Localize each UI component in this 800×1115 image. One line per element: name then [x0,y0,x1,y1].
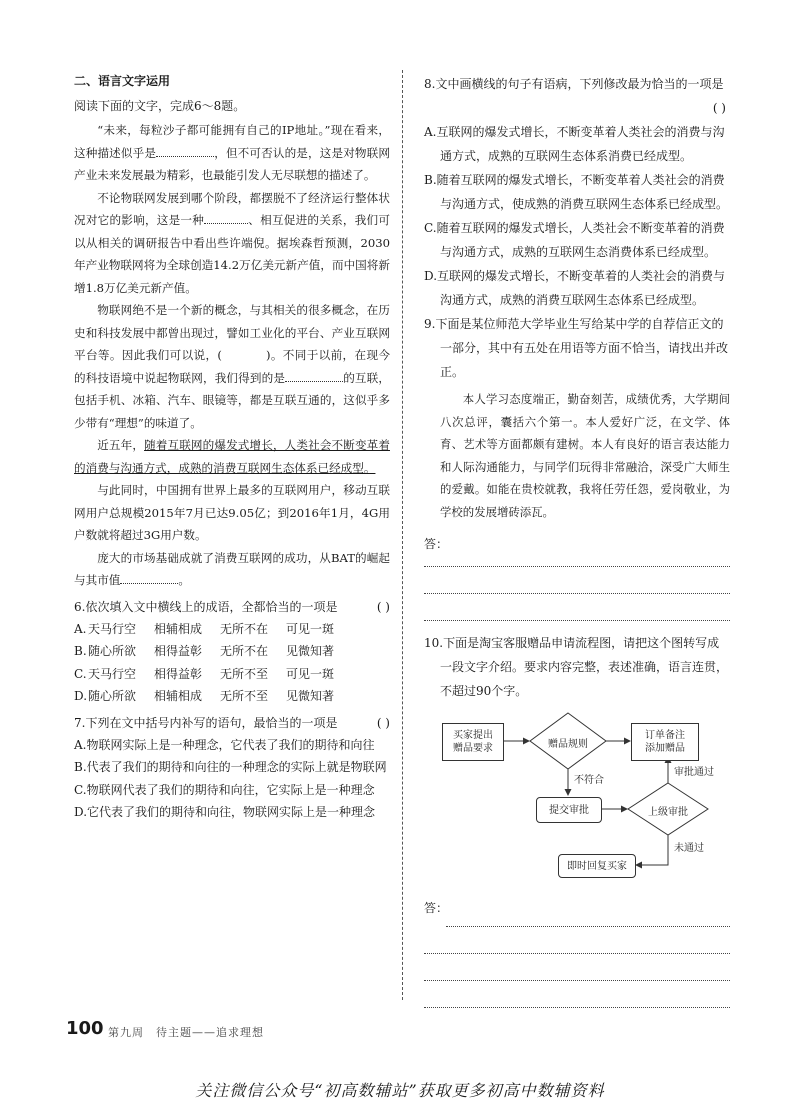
footer-note: 关注微信公众号“初高数辅站”获取更多初高中数辅资料 [195,1081,605,1100]
blank-2 [204,211,248,224]
q6-option-a[interactable]: A. 天马行空 相辅相成 无所不在 可见一斑 [74,621,335,636]
buyer-request-box: 买家提出 赠品要求 [442,723,504,761]
q7-option-c[interactable]: C.物联网代表了我们的期待和向往，它实际上是一种理念 [74,782,375,797]
blank-1 [156,144,214,157]
answer-line[interactable] [424,954,730,981]
column-divider [402,70,403,1000]
submit-approval-box: 提交审批 [536,797,602,823]
blank-3 [285,369,343,382]
q8-option-d[interactable]: D.互联网的爆发式增长，不断变革着的人类社会的消费与沟通方式，成熟的消费互联网生态体系已经成型。 [424,269,726,307]
answer-line[interactable] [424,981,730,1008]
q6-option-b[interactable]: B.随心所欲 相得益彰 无所不在 见微知著 [74,644,335,658]
question-7-stem: 7.下列在文中括号内补写的语句，最恰当的一项是 ( ) [74,715,390,730]
not-passed-label: 未通过 [674,843,704,854]
q10-answer-area[interactable] [424,916,730,1008]
question-8-stem: 8.文中画横线的句子有语病，下列修改最为恰当的一项是 [424,77,724,91]
flowchart [428,709,728,887]
answer-line[interactable] [424,594,730,621]
answer-line[interactable] [424,927,730,954]
question-8-paren: ( ) [712,101,726,115]
section-title: 二、语言文字运用 [74,74,171,88]
answer-line[interactable] [424,567,730,594]
passage-paragraph-4: 近五年，随着互联网的爆发式增长，人类社会不断变革着的消费与沟通方式，成熟的消费互联网生态体系已经成型。 [74,438,390,475]
recommendation-letter: 本人学习态度端正，勤奋刻苦，成绩优秀，大学期间八次总评，囊括六个第一。本人爱好广泛，在文学、体育、艺术等方面都颇有建树。本人有良好的语言表达能力和人际沟通能力，与同学们玩得非常融洽，深受广大师生的爱戴。如能在贵校就教，我将任劳任怨，爱岗敬业，为学校的发展增砖添瓦。 [440,392,730,519]
reply-buyer-box: 即时回复买家 [558,854,636,878]
q7-option-a[interactable]: A.物联网实际上是一种理念，它代表了我们的期待和向往 [74,737,375,752]
q7-option-d[interactable]: D.它代表了我们的期待和向往，物联网实际上是一种理念 [74,805,376,819]
passage-paragraph-2: 不论物联网发展到哪个阶段，都摆脱不了经济运行整体状况对它的影响，这是一种 、相互促进的关系，我们可以从相关的调研报告中看出些许端倪。据埃森哲预测，2030年产业物联网将为全球创造14.2万亿美元新产值，而中国将新增1.8万亿美元新产值。 [74,190,390,295]
q9-answer-label: 答： [424,537,449,551]
q8-option-a[interactable]: A.互联网的爆发式增长，不断变革着人类社会的消费与沟通方式，成熟的互联网生态体系消费已经成型。 [424,125,725,163]
q9-answer-area[interactable] [424,552,730,621]
question-10-stem: 10.下面是淘宝客服赠品申请流程图，请把这个图转写成一段文字介绍。要求内容完整，表述准确，语言连贯，不超过90个字。 [424,636,729,698]
passage-paragraph-1: “未来，每粒沙子都可能拥有自己的IP地址。”现在看来，这种描述似乎是 ，但不可否认的是，这是对物联网产业未来发展最为精彩，也最能引发人无尽联想的描述了。 [74,123,390,182]
passage-paragraph-6: 庞大的市场基础成就了消费互联网的成功，从BAT的崛起与其市值 。 [74,550,390,587]
q6-option-c[interactable]: C.天马行空 相得益彰 无所不至 可见一斑 [74,666,335,681]
week-theme: 第九周 待主题——追求理想 [108,1026,264,1039]
blank-4 [120,571,178,584]
approved-label: 审批通过 [674,767,714,778]
q7-option-b[interactable]: B.代表了我们的期待和向往的一种理念的实际上就是物联网 [74,760,387,774]
q8-option-b[interactable]: B.随着互联网的爆发式增长，不断变革着人类社会的消费与沟通方式，使成熟的消费互联网生态体系已经成型。 [424,173,729,211]
intro-text: 阅读下面的文字，完成6～8题。 [74,99,246,113]
passage-paragraph-3: 物联网绝不是一个新的概念，与其相关的很多概念，在历史和科技发展中都曾出现过，譬如工业化的平台、产业互联网平台等。因此我们可以说，( )。不同于以前，在现今的科技语境中说起物联网，我们得到的是 的互联，包括手机、冰箱、汽车、眼镜等，都是互联互通的，这似乎多少带有“理想”的味道了。 [74,303,390,430]
left-column [74,72,390,824]
answer-line[interactable] [424,552,730,567]
not-match-label: 不符合 [574,775,604,786]
rule-label: 赠品规则 [548,739,588,750]
question-6-options [74,618,390,708]
answer-line[interactable] [446,916,730,927]
right-column [424,72,730,1008]
page-number: 100 [66,1018,104,1039]
q6-option-d[interactable]: D.随心所欲 相辅相成 无所不至 见微知著 [74,689,335,703]
q8-option-c[interactable]: C.随着互联网的爆发式增长，人类社会不断变革着的消费与沟通方式，成熟的互联网生态消费体系已经成型。 [424,221,725,259]
superior-label: 上级审批 [648,807,688,818]
question-9-stem: 9.下面是某位师范大学毕业生写给某中学的自荐信正文的一部分，其中有五处在用语等方面不恰当，请找出并改正。 [424,317,729,379]
q10-answer-label: 答： [424,901,449,915]
paren-blank [222,347,266,359]
underlined-sentence: 随着互联网的爆发式增长，人类社会不断变革着的消费与沟通方式，成熟的消费互联网生态体系已经成型。 [74,438,390,475]
order-note-box: 订单备注 添加赠品 [631,723,699,761]
question-6-stem: 6.依次填入文中横线上的成语，全都恰当的一项是 ( ) [74,599,390,614]
passage-paragraph-5: 与此同时，中国拥有世界上最多的互联网用户，移动互联网用户总规模2015年7月已达9.05亿；到2016年1月，4G用户数就将超过3G用户数。 [74,483,390,542]
